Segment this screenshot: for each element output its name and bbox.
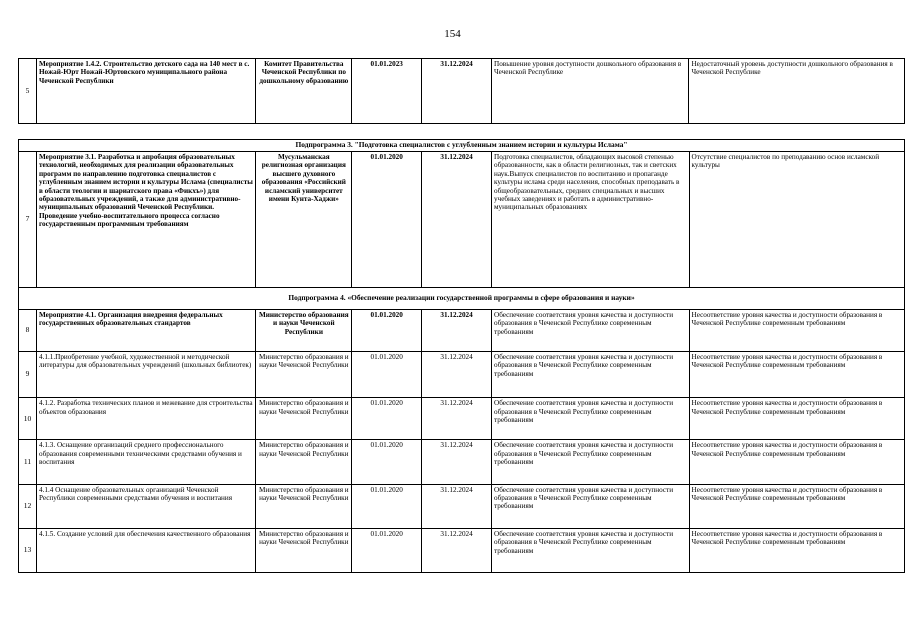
start-date-cell: 01.01.2023 (352, 59, 422, 124)
row-number: 9 (19, 351, 37, 397)
row-number: 5 (19, 59, 37, 124)
end-date-cell: 31.12.2024 (422, 528, 492, 572)
table-row (19, 528, 905, 572)
start-date-cell: 01.01.2020 (352, 484, 422, 528)
table-row (19, 484, 905, 528)
row-number: 7 (19, 152, 37, 288)
program-table-top (18, 58, 905, 124)
result-cell: Обеспечение соответствия уровня качества и доступности образования в Чеченской Республике современным требованиям (492, 351, 690, 397)
result-cell: Обеспечение соответствия уровня качества и доступности образования в Чеченской Республике современным требованиям (492, 309, 690, 351)
executor-cell: Министерство образования и науки Чеченской Республики (256, 309, 352, 351)
end-date-cell: 31.12.2024 (422, 440, 492, 484)
measure-cell: 4.1.3. Оснащение организаций среднего профессионального образования современными техническими средствами обучения и воспитания (36, 440, 255, 484)
end-date-cell: 31.12.2024 (422, 59, 492, 124)
end-date-cell: 31.12.2024 (422, 309, 492, 351)
program-table-main (18, 139, 905, 573)
measure-cell: Мероприятие 3.1. Разработка и апробация образовательных технологий, необходимых для реализации образовательных программ по направлению подготовка специалистов с углубленным знанием истории и культуры Ислама (специалисты в области теологии и шариатского права «Фикхъ») для образовательных учреждений, а также для административно-муниципальных образований Чеченской Республики. Проведение учебно-воспитательного процесса согласно государственным программным требованиям (36, 152, 255, 288)
result-cell: Обеспечение соответствия уровня качества и доступности образования в Чеченской Республике современным требованиям (492, 398, 690, 440)
start-date-cell: 01.01.2020 (352, 351, 422, 397)
result-cell: Обеспечение соответствия уровня качества и доступности образования в Чеченской Республике современным требованиям (492, 440, 690, 484)
row-number: 10 (19, 398, 37, 440)
end-date-cell: 31.12.2024 (422, 398, 492, 440)
row-number: 13 (19, 528, 37, 572)
executor-cell: Министерство образования и науки Чеченской Республики (256, 528, 352, 572)
result-cell: Повышение уровня доступности дошкольного образования в Чеченской Республике (492, 59, 689, 124)
table-row (19, 351, 905, 397)
subprogram-3-title: Подпрограмма 3. "Подготовка специалистов с углубленным знанием истории и культуры Ислама" (19, 140, 905, 152)
consequence-cell: Несоответствие уровня качества и доступности образования в Чеченской Республике современным требованиям (689, 398, 904, 440)
measure-cell: Мероприятие 4.1. Организация внедрения федеральных государственных образовательных стандартов (36, 309, 255, 351)
row-number: 8 (19, 309, 37, 351)
start-date-cell: 01.01.2020 (352, 528, 422, 572)
start-date-cell: 01.01.2020 (352, 152, 422, 288)
table-row (19, 398, 905, 440)
result-cell: Подготовка специалистов, обладающих высокой степенью образованности, как в области религиозных, так и светских наук.Выпуск специалистов по воспитанию и пропаганде культуры ислама среди населения, способных преподавать в общеобразовательных, средних специальных и высших учебных заведениях и работать в административно-муниципальных образованиях (492, 152, 690, 288)
consequence-cell: Отсутствие специалистов по преподаванию основ исламской культуры (689, 152, 904, 288)
executor-cell: Министерство образования и науки Чеченской Республики (256, 484, 352, 528)
consequence-cell: Несоответствие уровня качества и доступности образования в Чеченской Республике современным требованиям (689, 351, 904, 397)
table-row (19, 440, 905, 484)
consequence-cell: Несоответствие уровня качества и доступности образования в Чеченской Республике современным требованиям (689, 440, 904, 484)
executor-cell: Комитет Правительства Чеченской Республики по дошкольному образованию (256, 59, 352, 124)
measure-cell: 4.1.2. Разработка технических планов и межевание для строительства объектов образования (36, 398, 255, 440)
measure-cell: 4.1.5. Создание условий для обеспечения качественного образования (36, 528, 255, 572)
measure-cell: Мероприятие 1.4.2. Строительство детского сада на 140 мест в с. Ножай-Юрт Ножай-Юртовского муниципального района Чеченской Республики (36, 59, 255, 124)
measure-cell: 4.1.4 Оснащение образовательных организаций Чеченской Республики современными средствами обучения и воспитания (36, 484, 255, 528)
row-number: 11 (19, 440, 37, 484)
table-row (19, 309, 905, 351)
subprogram-4-header-row (19, 287, 905, 309)
subprogram-4-title: Подпрограмма 4. «Обеспечение реализации государственной программы в сфере образования и науки» (19, 287, 905, 309)
result-cell: Обеспечение соответствия уровня качества и доступности образования в Чеченской Республике современным требованиям (492, 528, 690, 572)
table-row (19, 59, 905, 124)
start-date-cell: 01.01.2020 (352, 309, 422, 351)
executor-cell: Министерство образования и науки Чеченской Республики (256, 398, 352, 440)
measure-cell: 4.1.1.Приобретение учебной, художественной и методической литературы для образовательных учреждений (школьных библиотек) (36, 351, 255, 397)
row-number: 12 (19, 484, 37, 528)
consequence-cell: Несоответствие уровня качества и доступности образования в Чеченской Республике современным требованиям (689, 484, 904, 528)
table-row (19, 152, 905, 288)
end-date-cell: 31.12.2024 (422, 351, 492, 397)
consequence-cell: Несоответствие уровня качества и доступности образования в Чеченской Республике современным требованиям (689, 309, 904, 351)
executor-cell: Мусульманская религиозная организация высшего духовного образования «Российский исламский университет имени Кунта-Хаджи» (256, 152, 352, 288)
end-date-cell: 31.12.2024 (422, 152, 492, 288)
start-date-cell: 01.01.2020 (352, 440, 422, 484)
result-cell: Обеспечение соответствия уровня качества и доступности образования в Чеченской Республике современным требованиям (492, 484, 690, 528)
consequence-cell: Несоответствие уровня качества и доступности образования в Чеченской Республике современным требованиям (689, 528, 904, 572)
consequence-cell: Недостаточный уровень доступности дошкольного образования в Чеченской Республике (689, 59, 905, 124)
start-date-cell: 01.01.2020 (352, 398, 422, 440)
executor-cell: Министерство образования и науки Чеченской Республики (256, 351, 352, 397)
page-number: 154 (444, 28, 461, 40)
end-date-cell: 31.12.2024 (422, 484, 492, 528)
subprogram-3-header-row (19, 140, 905, 152)
executor-cell: Министерство образования и науки Чеченской Республики (256, 440, 352, 484)
